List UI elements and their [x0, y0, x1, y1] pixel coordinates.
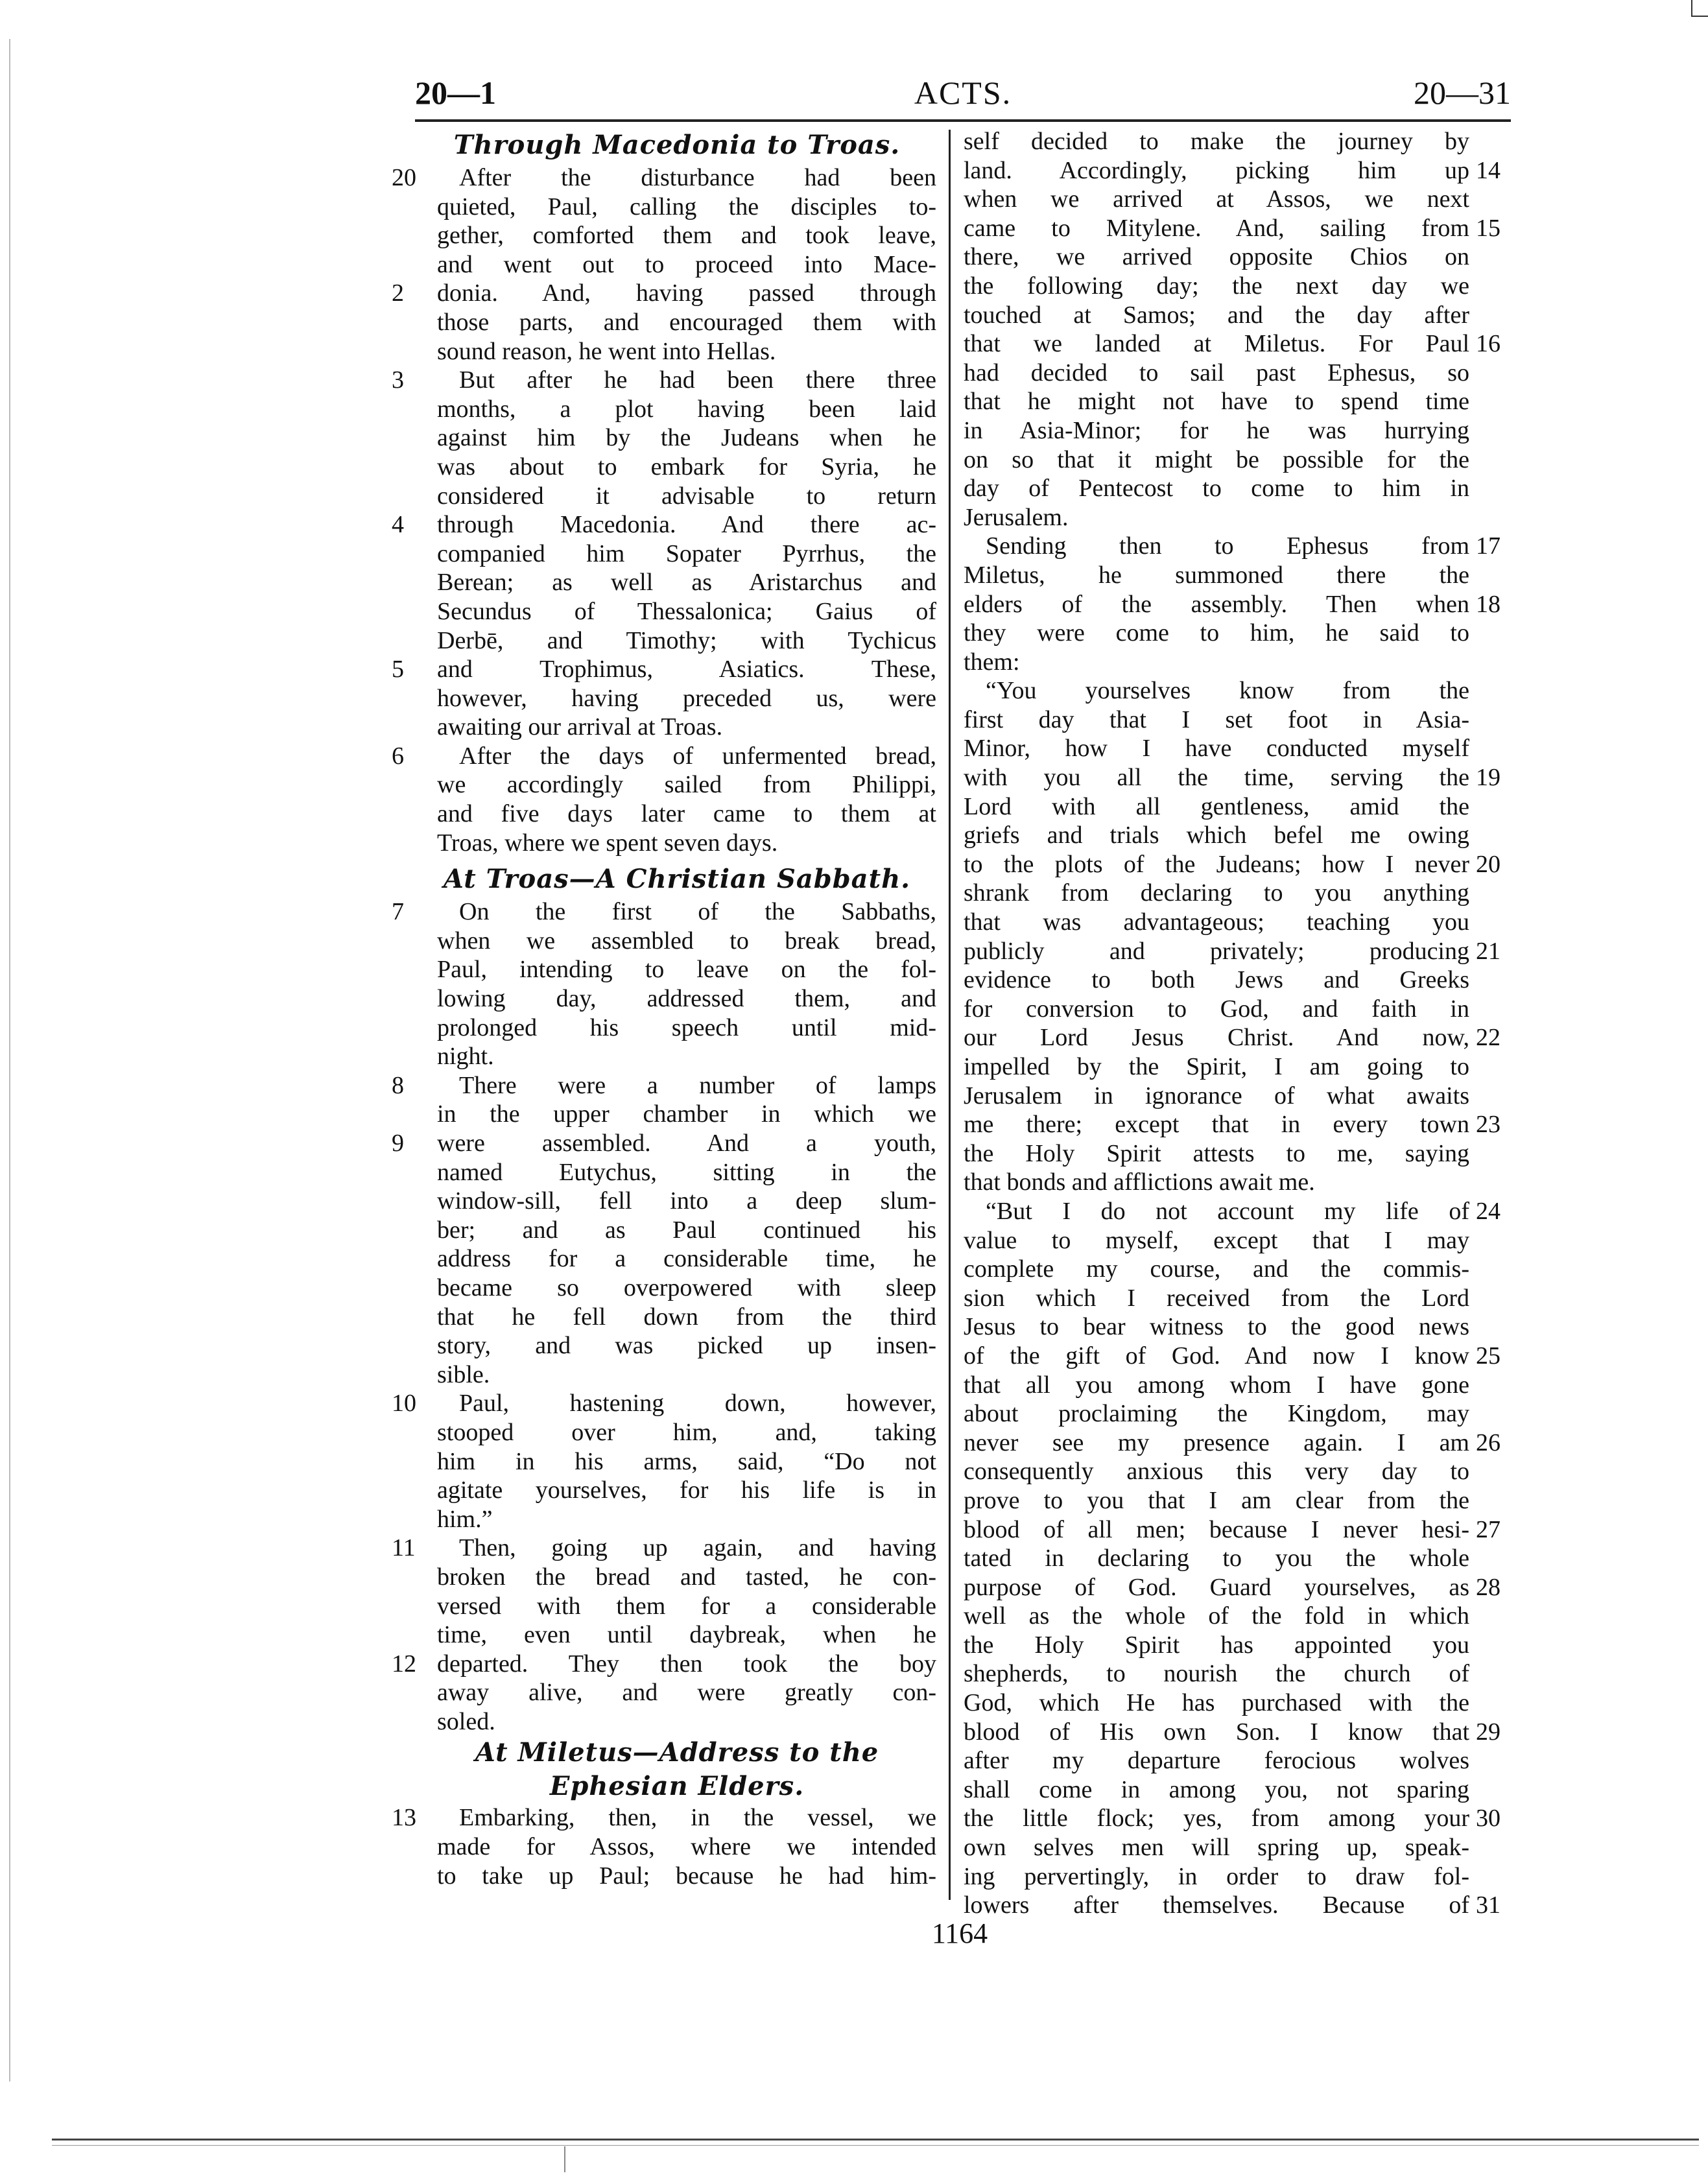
section-heading: At Troas—A Christian Sabbath.	[443, 864, 911, 895]
text-line	[964, 1457, 1521, 1486]
text-line	[964, 706, 1521, 735]
verse-number: 27	[1476, 1515, 1500, 1543]
text-line	[392, 1803, 936, 1832]
line-text: came to Mitylene. And, sailing from	[964, 214, 1469, 242]
text-line	[964, 359, 1521, 388]
text-line	[964, 416, 1521, 445]
line-text: became so overpowered with sleep	[437, 1274, 936, 1301]
line-text: Then, going up again, and having	[459, 1534, 936, 1562]
line-text: they were come to him, he said to	[964, 619, 1469, 647]
verse-number: 3	[392, 366, 404, 394]
text-line	[392, 713, 936, 742]
text-line	[392, 308, 936, 337]
line-text: ber; and as Paul continued his	[437, 1216, 936, 1244]
line-text: shall come in among you, not sparing	[964, 1775, 1469, 1803]
text-line	[392, 927, 936, 956]
line-text: lowing day, addressed them, and	[437, 985, 936, 1013]
text-line	[964, 1718, 1521, 1747]
text-line	[392, 540, 936, 569]
text-line	[392, 1331, 936, 1360]
scan-tick-mark	[564, 2146, 565, 2172]
line-text: Jesus to bear witness to the good news	[964, 1313, 1469, 1341]
line-text: that we landed at Miletus. For Paul	[964, 330, 1469, 358]
text-line	[964, 1602, 1521, 1631]
text-line	[964, 734, 1521, 763]
text-line	[392, 1678, 936, 1707]
line-text: however, having preceded us, were	[437, 684, 936, 712]
scan-corner-mark	[1691, 0, 1708, 17]
line-text: we accordingly sailed from Philippi,	[437, 771, 936, 799]
text-line	[964, 1804, 1521, 1833]
text-line	[392, 279, 936, 308]
text-line	[964, 1226, 1521, 1255]
text-line	[392, 655, 936, 684]
text-line	[964, 1168, 1521, 1197]
verse-number: 30	[1476, 1805, 1500, 1832]
text-line	[392, 1303, 936, 1332]
line-text: Paul, intending to leave on the fol-	[437, 956, 936, 984]
line-text: on so that it might be possible for the	[964, 445, 1469, 473]
line-text: Secundus of Thessalonica; Gaius of	[437, 597, 936, 625]
text-line	[964, 387, 1521, 416]
verse-number: 26	[1476, 1429, 1500, 1456]
text-line	[392, 568, 936, 597]
line-text: donia. And, having passed through	[437, 279, 936, 307]
text-line	[964, 619, 1521, 648]
text-line	[392, 1158, 936, 1187]
line-text: with you all the time, serving the	[964, 764, 1469, 792]
text-line	[392, 510, 936, 540]
line-text: quieted, Paul, calling the disciples to-	[437, 193, 936, 220]
verse-number: 22	[1476, 1024, 1500, 1052]
line-text: Embarking, then, in the vessel, we	[459, 1804, 936, 1832]
text-line	[964, 1746, 1521, 1775]
text-line	[964, 763, 1521, 792]
line-text: against him by the Judeans when he	[437, 424, 936, 452]
text-line	[964, 214, 1521, 243]
line-text: Sending then to Ephesus from	[986, 532, 1469, 560]
text-line	[392, 250, 936, 279]
verse-number: 20	[392, 164, 416, 191]
line-text: “You yourselves know from the	[986, 677, 1469, 705]
text-line	[964, 1284, 1521, 1313]
verse-number: 8	[392, 1071, 404, 1099]
line-text: and five days later came to them at	[437, 800, 936, 828]
line-text: companied him Sopater Pyrrhus, the	[437, 540, 936, 567]
line-text: to the plots of the Judeans; how I never	[964, 850, 1469, 878]
verse-number: 25	[1476, 1342, 1500, 1370]
line-text: me there; except that in every town	[964, 1111, 1469, 1139]
text-line	[392, 984, 936, 1014]
text-line	[964, 1082, 1521, 1111]
line-text: awaiting our arrival at Troas.	[437, 713, 723, 741]
text-line	[392, 1620, 936, 1650]
line-text: prove to you that I am clear from the	[964, 1486, 1469, 1514]
text-line	[964, 185, 1521, 214]
running-head-left: 20—1	[415, 75, 496, 111]
line-text: and went out to proceed into Mace-	[437, 250, 936, 278]
text-line	[964, 1371, 1521, 1400]
section-heading: Ephesian Elders.	[549, 1771, 805, 1802]
text-line	[964, 1429, 1521, 1458]
line-text: them:	[964, 648, 1020, 676]
line-text: versed with them for a considerable	[437, 1592, 936, 1620]
text-line	[964, 1631, 1521, 1660]
text-line	[392, 1360, 936, 1390]
line-text: blood of all men; because I never hesi-	[964, 1515, 1469, 1543]
verse-number: 31	[1476, 1891, 1500, 1919]
running-head-right: 20—31	[1414, 75, 1511, 111]
line-text: for conversion to God, and faith in	[964, 995, 1469, 1023]
text-line	[392, 770, 936, 800]
line-text: in the upper chamber in which we	[437, 1100, 936, 1128]
text-line	[964, 908, 1521, 937]
line-text: made for Assos, where we intended	[437, 1833, 936, 1861]
line-text: named Eutychus, sitting in the	[437, 1158, 936, 1186]
text-line	[392, 1476, 936, 1505]
line-text: Jerusalem in ignorance of what awaits	[964, 1082, 1469, 1109]
text-line	[964, 503, 1521, 532]
text-line	[964, 1255, 1521, 1284]
verse-number: 7	[392, 898, 404, 926]
text-line	[964, 966, 1521, 995]
line-text: complete my course, and the commis-	[964, 1255, 1469, 1283]
line-text: when we assembled to break bread,	[437, 927, 936, 955]
line-text: the Holy Spirit attests to me, saying	[964, 1139, 1469, 1167]
line-text: were assembled. And a youth,	[437, 1130, 936, 1157]
text-line	[392, 1071, 936, 1100]
line-text: window-sill, fell into a deep slum-	[437, 1187, 936, 1215]
verse-number: 5	[392, 656, 404, 683]
line-text: that all you among whom I have gone	[964, 1371, 1469, 1399]
text-line	[964, 995, 1521, 1024]
line-text: was about to embark for Syria, he	[437, 453, 936, 480]
line-text: Paul, hastening down, however,	[459, 1390, 936, 1417]
column-divider	[949, 130, 951, 1900]
text-line	[964, 1862, 1521, 1891]
text-line	[964, 792, 1521, 822]
line-text: the Holy Spirit has appointed you	[964, 1631, 1469, 1659]
text-line	[392, 1534, 936, 1563]
text-line	[392, 482, 936, 511]
text-line	[392, 1216, 936, 1245]
verse-number: 29	[1476, 1718, 1500, 1746]
line-text: time, even until daybreak, when he	[437, 1621, 936, 1649]
verse-number: 20	[1476, 850, 1500, 878]
line-text: value to myself, except that I may	[964, 1226, 1469, 1254]
verse-number: 18	[1476, 590, 1500, 618]
text-line	[392, 366, 936, 395]
line-text: self decided to make the journey by	[964, 128, 1469, 155]
text-line	[964, 1139, 1521, 1168]
scan-edge-bottom	[52, 2139, 1699, 2140]
text-line	[964, 1197, 1521, 1226]
line-text: months, a plot having been laid	[437, 395, 936, 423]
line-text: day of Pentecost to come to him in	[964, 475, 1469, 503]
text-line	[392, 1129, 936, 1158]
line-text: own selves men will spring up, speak-	[964, 1834, 1469, 1862]
running-head	[415, 70, 1511, 115]
text-line	[392, 193, 936, 222]
verse-number: 16	[1476, 330, 1500, 358]
text-line	[392, 626, 936, 656]
line-text: prolonged his speech until mid-	[437, 1014, 936, 1041]
line-text: first day that I set foot in Asia-	[964, 706, 1469, 733]
text-line	[392, 1042, 936, 1071]
text-line	[964, 272, 1521, 301]
text-line	[964, 1573, 1521, 1602]
line-text: never see my presence again. I am	[964, 1429, 1469, 1456]
line-text: soled.	[437, 1707, 495, 1735]
line-text: touched at Samos; and the day after	[964, 301, 1469, 329]
text-line	[964, 879, 1521, 908]
line-text: after my departure ferocious wolves	[964, 1747, 1469, 1775]
line-text: there, we arrived opposite Chios on	[964, 243, 1469, 271]
line-text: impelled by the Spirit, I am going to	[964, 1053, 1469, 1080]
line-text: well as the whole of the fold in which	[964, 1602, 1469, 1630]
text-line	[964, 1486, 1521, 1515]
text-line	[964, 1689, 1521, 1718]
text-line	[392, 1650, 936, 1679]
line-text: Jerusalem.	[964, 503, 1069, 531]
line-text: God, which He has purchased with the	[964, 1689, 1469, 1717]
text-line	[392, 423, 936, 453]
text-line	[964, 561, 1521, 590]
text-line	[964, 1312, 1521, 1342]
line-text: Troas, where we spent seven days.	[437, 829, 778, 857]
verse-number: 11	[392, 1534, 416, 1562]
text-line	[392, 1014, 936, 1043]
line-text: through Macedonia. And there ac-	[437, 511, 936, 539]
text-line	[392, 1862, 936, 1891]
line-text: story, and was picked up insen-	[437, 1332, 936, 1360]
text-line	[964, 1342, 1521, 1371]
verse-number: 4	[392, 511, 404, 539]
text-line	[964, 445, 1521, 475]
line-text: that he might not have to spend time	[964, 388, 1469, 416]
header-rule	[415, 119, 1511, 122]
line-text: sound reason, he went into Hellas.	[437, 337, 776, 365]
line-text: Berean; as well as Aristarchus and	[437, 569, 936, 597]
line-text: lowers after themselves. Because of	[964, 1891, 1469, 1919]
page-number: 1164	[931, 1917, 988, 1949]
text-line	[392, 1505, 936, 1534]
line-text: land. Accordingly, picking him up	[964, 156, 1469, 184]
text-line	[964, 1775, 1521, 1805]
line-text: elders of the assembly. Then when	[964, 590, 1469, 618]
line-text: night.	[437, 1043, 494, 1071]
text-line	[392, 829, 936, 858]
line-text: the following day; the next day we	[964, 272, 1469, 300]
line-text: away alive, and were greatly con-	[437, 1679, 936, 1707]
text-line	[392, 742, 936, 771]
line-text: address for a considerable time, he	[437, 1245, 936, 1273]
line-text: shrank from declaring to you anything	[964, 879, 1469, 907]
text-line	[392, 1100, 936, 1129]
line-text: considered it advisable to return	[437, 482, 936, 510]
line-text: But after he had been there three	[459, 366, 936, 394]
text-line	[392, 395, 936, 424]
text-line	[392, 1832, 936, 1862]
line-text: purpose of God. Guard yourselves, as	[964, 1573, 1469, 1601]
line-text: sible.	[437, 1360, 490, 1388]
running-head-book-title: ACTS.	[914, 75, 1012, 111]
line-text: our Lord Jesus Christ. And now,	[964, 1024, 1469, 1052]
verse-number: 21	[1476, 937, 1500, 965]
text-line	[392, 1389, 936, 1418]
line-text: him.”	[437, 1505, 493, 1533]
text-line	[392, 221, 936, 250]
line-text: in Asia-Minor; for he was hurrying	[964, 416, 1469, 444]
line-text: After the days of unfermented bread,	[459, 742, 936, 770]
line-text: Lord with all gentleness, amid the	[964, 792, 1469, 820]
line-text: Miletus, he summoned there the	[964, 561, 1469, 589]
scan-edge-bottom-thin	[52, 2145, 1699, 2146]
text-line	[964, 1833, 1521, 1862]
line-text: blood of His own Son. I know that	[964, 1718, 1469, 1746]
text-line	[392, 1563, 936, 1592]
text-line	[392, 1187, 936, 1216]
line-text: the little flock; yes, from among your	[964, 1805, 1469, 1832]
line-text: about proclaiming the Kingdom, may	[964, 1400, 1469, 1428]
text-line	[964, 156, 1521, 185]
text-line	[392, 684, 936, 713]
verse-number: 12	[392, 1650, 416, 1678]
line-text: “But I do not account my life of	[986, 1197, 1469, 1225]
line-text: departed. They then took the boy	[437, 1650, 936, 1678]
text-line	[392, 337, 936, 366]
text-line	[964, 676, 1521, 706]
verse-number: 13	[392, 1804, 416, 1832]
verse-number: 28	[1476, 1573, 1500, 1601]
line-text: that he fell down from the third	[437, 1303, 936, 1331]
text-line	[964, 532, 1521, 561]
text-line	[392, 800, 936, 829]
line-text: broken the bread and tasted, he con-	[437, 1563, 936, 1591]
text-line	[964, 329, 1521, 359]
text-line	[964, 1052, 1521, 1082]
text-line	[964, 127, 1521, 156]
line-text: gether, comforted them and took leave,	[437, 222, 936, 250]
text-line	[392, 1707, 936, 1737]
text-line	[392, 453, 936, 482]
section-heading: At Miletus—Address to the	[475, 1737, 879, 1768]
line-text: had decided to sail past Ephesus, so	[964, 359, 1469, 386]
text-line	[964, 1515, 1521, 1545]
verse-number: 14	[1476, 156, 1500, 184]
text-line	[964, 1544, 1521, 1573]
verse-number: 6	[392, 742, 404, 770]
verse-number: 10	[392, 1390, 416, 1417]
verse-number: 24	[1476, 1197, 1500, 1225]
verse-number: 15	[1476, 214, 1500, 242]
section-heading: Through Macedonia to Troas.	[453, 130, 901, 160]
text-line	[392, 1592, 936, 1621]
text-line	[964, 1399, 1521, 1429]
line-text: Derbē, and Timothy; with Tychicus	[437, 626, 936, 654]
line-text: him in his arms, said, “Do not	[437, 1447, 936, 1475]
text-line	[392, 597, 936, 626]
line-text: agitate yourselves, for his life is in	[437, 1476, 936, 1504]
verse-number: 23	[1476, 1111, 1500, 1139]
text-line	[392, 1418, 936, 1447]
line-text: that was advantageous; teaching you	[964, 908, 1469, 936]
text-line	[964, 243, 1521, 272]
text-line	[964, 648, 1521, 677]
verse-number: 2	[392, 279, 404, 307]
line-text: On the first of the Sabbaths,	[459, 898, 936, 926]
right-text-column	[964, 127, 1521, 1919]
line-text: those parts, and encouraged them with	[437, 308, 936, 336]
line-text: After the disturbance had been	[459, 164, 936, 191]
line-text: shepherds, to nourish the church of	[964, 1660, 1469, 1688]
text-line	[392, 955, 936, 984]
text-line	[392, 1274, 936, 1303]
text-line	[392, 1244, 936, 1274]
verse-number: 19	[1476, 764, 1500, 792]
line-text: stooped over him, and, taking	[437, 1418, 936, 1446]
left-text-column	[392, 127, 936, 1904]
verse-number: 17	[1476, 532, 1500, 560]
text-line	[964, 1110, 1521, 1139]
line-text: to take up Paul; because he had him-	[437, 1862, 936, 1890]
text-line	[964, 1023, 1521, 1052]
text-line	[392, 1447, 936, 1476]
text-line	[964, 301, 1521, 330]
text-line	[964, 1659, 1521, 1689]
line-text: evidence to both Jews and Greeks	[964, 966, 1469, 994]
scan-edge-left	[9, 39, 10, 2081]
line-text: of the gift of God. And now I know	[964, 1342, 1469, 1370]
line-text: publicly and privately; producing	[964, 937, 1469, 965]
text-line	[964, 590, 1521, 619]
line-text: that bonds and afflictions await me.	[964, 1168, 1315, 1196]
text-line	[392, 163, 936, 193]
line-text: sion which I received from the Lord	[964, 1284, 1469, 1312]
text-line	[392, 897, 936, 927]
text-line	[964, 850, 1521, 879]
line-text: and Trophimus, Asiatics. These,	[437, 656, 936, 683]
line-text: consequently anxious this very day to	[964, 1458, 1469, 1486]
line-text: griefs and trials which befel me owing	[964, 822, 1469, 849]
text-line	[964, 937, 1521, 966]
text-line	[964, 821, 1521, 850]
line-text: when we arrived at Assos, we next	[964, 185, 1469, 213]
line-text: ing pervertingly, in order to draw fol-	[964, 1862, 1469, 1890]
line-text: tated in declaring to you the whole	[964, 1545, 1469, 1572]
line-text: Minor, how I have conducted myself	[964, 735, 1469, 763]
line-text: There were a number of lamps	[459, 1071, 936, 1099]
text-line	[964, 474, 1521, 503]
verse-number: 9	[392, 1130, 404, 1157]
